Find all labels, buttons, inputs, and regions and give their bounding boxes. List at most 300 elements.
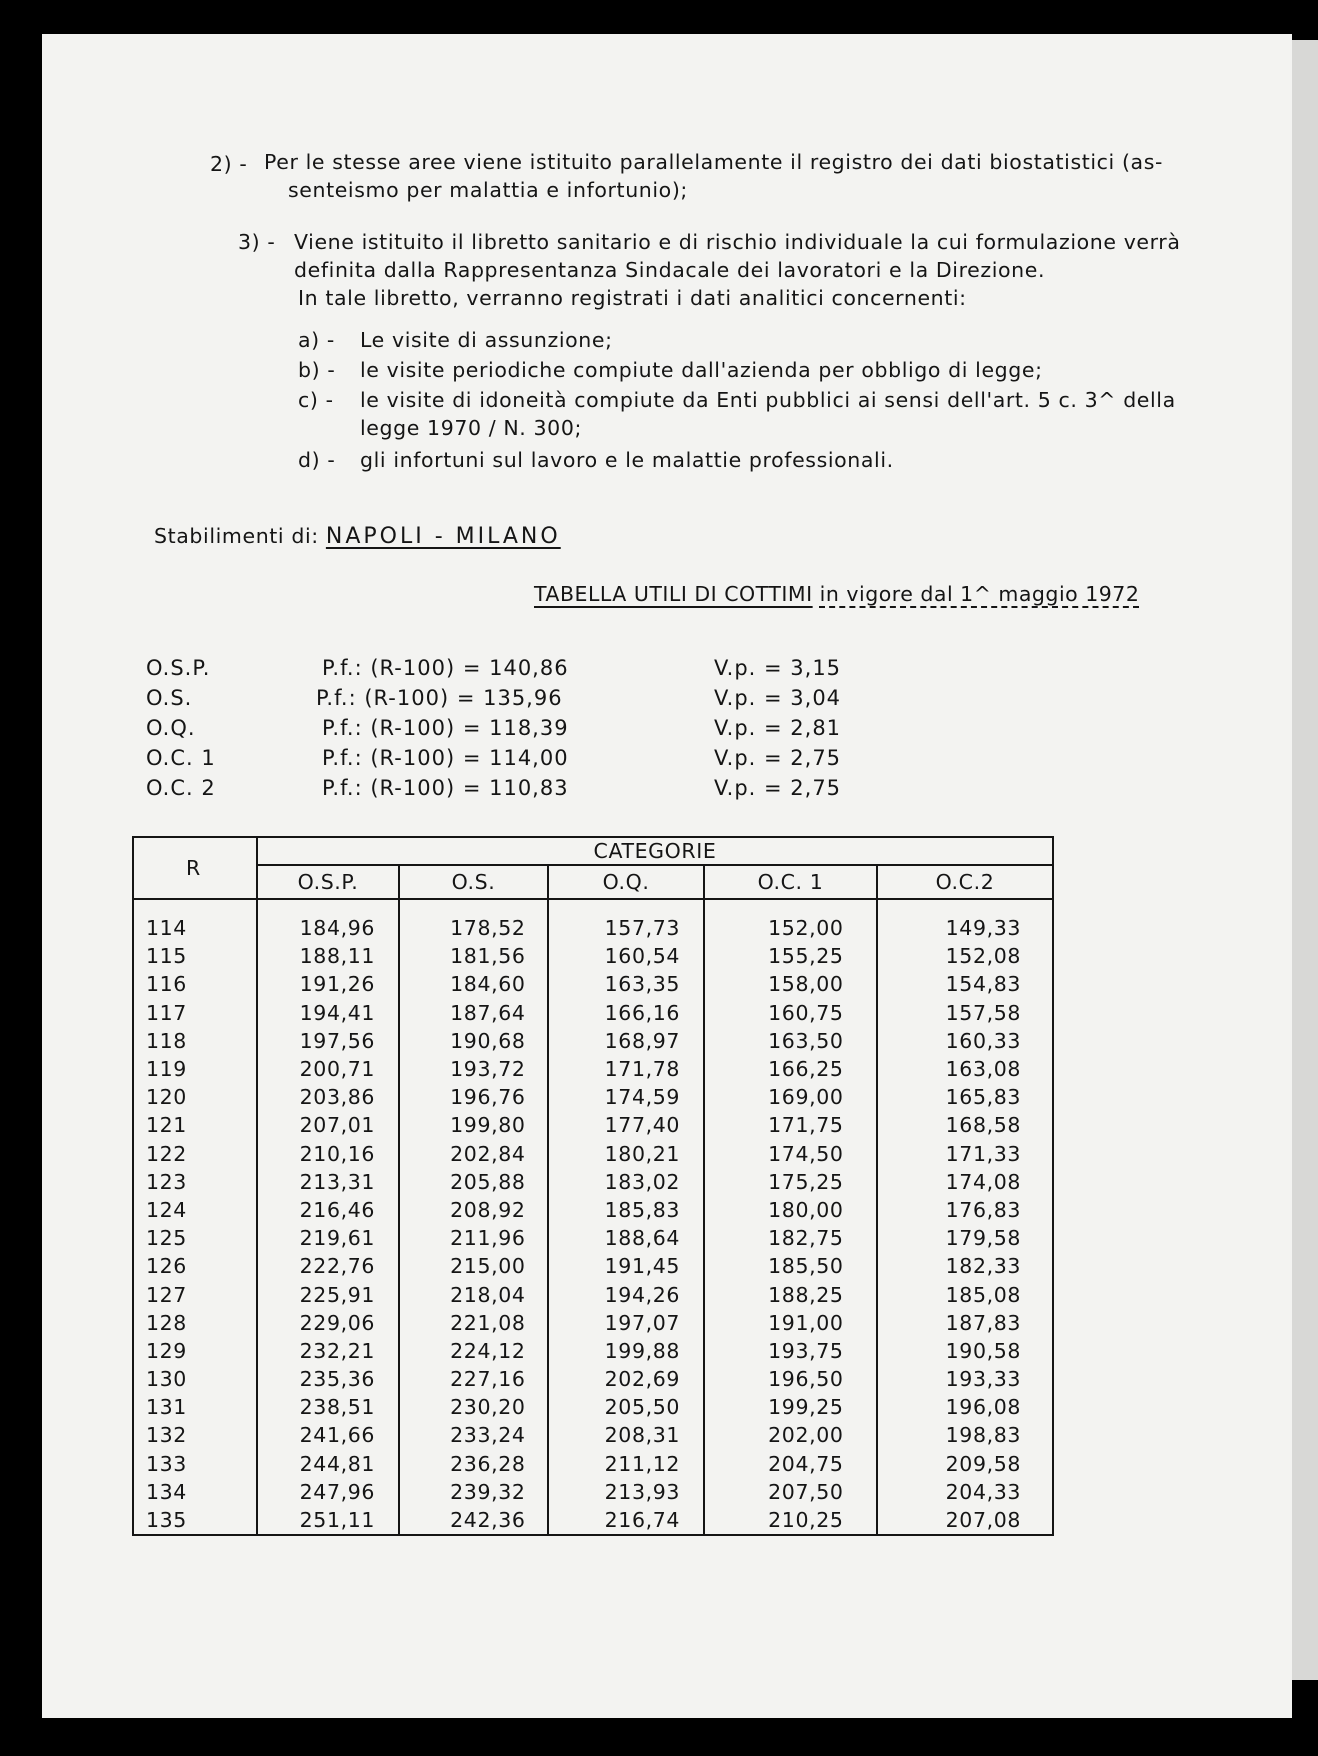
row-r-value: 131: [133, 1393, 257, 1421]
table-row: [133, 1111, 1053, 1139]
cell-value: [704, 1224, 877, 1252]
cell-value: [548, 1027, 704, 1055]
cell-number: 187,83: [945, 1310, 1021, 1335]
cell-number: 221,08: [450, 1310, 526, 1335]
cell-value: [257, 999, 399, 1027]
cell-number: 181,56: [450, 944, 526, 969]
table-row: [133, 1083, 1053, 1111]
scan-edge-light: [1292, 40, 1318, 1680]
cell-number: 233,24: [450, 1423, 526, 1448]
cell-number: 224,12: [450, 1338, 526, 1363]
row-r-value: 114: [133, 899, 257, 942]
cell-value: [704, 1393, 877, 1421]
cell-number: 174,08: [945, 1169, 1021, 1194]
cell-value: [704, 1365, 877, 1393]
cell-number: 180,00: [768, 1197, 844, 1222]
cell-value: [257, 1196, 399, 1224]
cell-number: 188,11: [299, 944, 375, 969]
cell-value: [704, 1421, 877, 1449]
table-row: [133, 1421, 1053, 1449]
cell-value: [548, 1393, 704, 1421]
table-title-main: TABELLA UTILI DI COTTIMI: [534, 582, 813, 606]
table-body: [133, 899, 1053, 1535]
cell-value: [877, 1393, 1053, 1421]
item-3-text: Viene istituito il libretto sanitario e di rischio individuale la cui formulazione verrà: [294, 230, 1181, 254]
subitem-b-text: le visite periodiche compiute dall'azienda per obbligo di legge;: [360, 358, 1043, 382]
cell-value: [548, 1309, 704, 1337]
cell-value: [877, 1450, 1053, 1478]
cell-value: [877, 899, 1053, 942]
cell-number: 242,36: [450, 1508, 526, 1533]
cell-value: [704, 1450, 877, 1478]
cell-value: [877, 1478, 1053, 1506]
cell-value: [548, 970, 704, 998]
cell-number: 197,07: [604, 1310, 680, 1335]
cell-number: 202,00: [768, 1423, 844, 1448]
row-r-value: 116: [133, 970, 257, 998]
cell-number: 239,32: [450, 1479, 526, 1504]
cell-number: 205,88: [450, 1169, 526, 1194]
cell-value: [399, 1055, 548, 1083]
cell-number: 176,83: [945, 1197, 1021, 1222]
cell-value: [704, 970, 877, 998]
cell-value: [399, 1140, 548, 1168]
cell-value: [877, 1224, 1053, 1252]
cell-value: [257, 1027, 399, 1055]
cell-value: [704, 899, 877, 942]
row-r-value: 134: [133, 1478, 257, 1506]
cell-value: [704, 1252, 877, 1280]
cell-number: 183,02: [604, 1169, 680, 1194]
cell-value: [877, 942, 1053, 970]
cell-number: 215,00: [450, 1254, 526, 1279]
cell-value: [548, 1280, 704, 1308]
cell-number: 207,01: [299, 1113, 375, 1138]
col-header-oc1: O.C. 1: [704, 865, 877, 899]
table-row: [133, 1055, 1053, 1083]
cell-number: 244,81: [299, 1451, 375, 1476]
cell-value: [399, 1421, 548, 1449]
cell-number: 197,56: [299, 1028, 375, 1053]
row-r-value: 118: [133, 1027, 257, 1055]
cell-number: 209,58: [945, 1451, 1021, 1476]
cell-value: [704, 1027, 877, 1055]
cell-value: [704, 1111, 877, 1139]
table-row: [133, 1280, 1053, 1308]
cell-value: [704, 1280, 877, 1308]
cell-number: 208,31: [604, 1423, 680, 1448]
cell-number: 184,60: [450, 972, 526, 997]
cell-value: [704, 1055, 877, 1083]
cell-number: 199,25: [768, 1395, 844, 1420]
cell-number: 168,58: [945, 1113, 1021, 1138]
cell-value: [399, 999, 548, 1027]
table-row: [133, 1168, 1053, 1196]
subitem-c-number: c) -: [298, 388, 334, 412]
rate-vp: V.p. = 2,75: [714, 776, 842, 800]
plants-cities: NAPOLI - MILANO: [325, 524, 561, 549]
cell-number: 193,75: [768, 1338, 844, 1363]
cell-number: 225,91: [299, 1282, 375, 1307]
cell-value: [548, 1450, 704, 1478]
cell-value: [257, 1393, 399, 1421]
cottimi-table: [132, 836, 1054, 1536]
cell-number: 236,28: [450, 1451, 526, 1476]
cell-number: 241,66: [299, 1423, 375, 1448]
table-title-validity: in vigore dal 1^ maggio 1972: [819, 582, 1140, 606]
cell-value: [877, 999, 1053, 1027]
cell-value: [257, 1450, 399, 1478]
cell-number: 200,71: [299, 1057, 375, 1082]
cell-number: 165,83: [945, 1085, 1021, 1110]
cell-number: 188,64: [604, 1226, 680, 1251]
cell-value: [704, 942, 877, 970]
cell-value: [548, 942, 704, 970]
row-r-value: 127: [133, 1280, 257, 1308]
item-2-text-cont: senteismo per malattia e infortunio);: [288, 178, 688, 202]
row-r-value: 119: [133, 1055, 257, 1083]
cell-number: 204,75: [768, 1451, 844, 1476]
cell-value: [704, 1337, 877, 1365]
cell-number: 193,72: [450, 1057, 526, 1082]
table-row: [133, 942, 1053, 970]
cell-value: [877, 1140, 1053, 1168]
col-header-r: R: [133, 837, 257, 899]
cell-number: 154,83: [945, 972, 1021, 997]
row-r-value: 120: [133, 1083, 257, 1111]
cell-number: 171,78: [604, 1057, 680, 1082]
cell-number: 160,33: [945, 1028, 1021, 1053]
cell-value: [877, 1252, 1053, 1280]
cell-value: [257, 1365, 399, 1393]
cell-number: 155,25: [768, 944, 844, 969]
row-r-value: 115: [133, 942, 257, 970]
cell-number: 168,97: [604, 1028, 680, 1053]
cell-number: 213,93: [604, 1479, 680, 1504]
item-3-text-cont2: In tale libretto, verranno registrati i dati analitici concernenti:: [298, 286, 967, 310]
cell-value: [399, 1309, 548, 1337]
cell-value: [548, 1055, 704, 1083]
cell-value: [877, 1280, 1053, 1308]
rate-category: O.S.P.: [146, 656, 211, 680]
cell-value: [877, 1309, 1053, 1337]
cell-number: 174,50: [768, 1141, 844, 1166]
cell-value: [399, 1450, 548, 1478]
cell-number: 210,16: [299, 1141, 375, 1166]
row-r-value: 121: [133, 1111, 257, 1139]
item-3-number: 3) -: [238, 230, 276, 254]
cell-value: [877, 1168, 1053, 1196]
cell-number: 160,54: [604, 944, 680, 969]
cell-value: [257, 1506, 399, 1535]
cell-number: 179,58: [945, 1226, 1021, 1251]
cell-value: [548, 1083, 704, 1111]
cell-number: 177,40: [604, 1113, 680, 1138]
cell-number: 196,76: [450, 1085, 526, 1110]
cell-number: 196,08: [945, 1395, 1021, 1420]
subitem-d-text: gli infortuni sul lavoro e le malattie professionali.: [360, 448, 894, 472]
cell-value: [399, 1252, 548, 1280]
cell-number: 194,41: [299, 1000, 375, 1025]
cell-value: [877, 1111, 1053, 1139]
cell-value: [257, 1280, 399, 1308]
rate-category: O.Q.: [146, 716, 196, 740]
cell-number: 188,25: [768, 1282, 844, 1307]
rate-vp: V.p. = 3,04: [714, 686, 842, 710]
cell-value: [399, 942, 548, 970]
table-row: [133, 1450, 1053, 1478]
cell-number: 211,96: [450, 1226, 526, 1251]
table-row: [133, 1252, 1053, 1280]
table-row: [133, 1196, 1053, 1224]
col-header-categories: CATEGORIE: [257, 837, 1053, 865]
cell-value: [399, 1478, 548, 1506]
cell-number: 218,04: [450, 1282, 526, 1307]
cell-number: 235,36: [299, 1367, 375, 1392]
rate-category: O.S.: [146, 686, 193, 710]
cell-number: 199,88: [604, 1338, 680, 1363]
cell-number: 190,68: [450, 1028, 526, 1053]
cell-value: [399, 1168, 548, 1196]
cell-number: 247,96: [299, 1479, 375, 1504]
cell-number: 174,59: [604, 1085, 680, 1110]
cell-number: 163,08: [945, 1057, 1021, 1082]
cell-value: [877, 1337, 1053, 1365]
row-r-value: 126: [133, 1252, 257, 1280]
row-r-value: 135: [133, 1506, 257, 1535]
cell-value: [877, 970, 1053, 998]
cell-value: [257, 1111, 399, 1139]
plants-prefix: Stabilimenti di:: [154, 524, 319, 548]
col-header-osp: O.S.P.: [257, 865, 399, 899]
cell-value: [399, 1337, 548, 1365]
item-3-text-cont: definita dalla Rappresentanza Sindacale dei lavoratori e la Direzione.: [294, 258, 1046, 282]
cell-number: 210,25: [768, 1508, 844, 1533]
cell-number: 207,50: [768, 1479, 844, 1504]
cell-number: 157,58: [945, 1000, 1021, 1025]
cell-value: [399, 970, 548, 998]
cell-number: 199,80: [450, 1113, 526, 1138]
cell-value: [257, 1309, 399, 1337]
row-r-value: 130: [133, 1365, 257, 1393]
cell-number: 171,33: [945, 1141, 1021, 1166]
cell-number: 169,00: [768, 1085, 844, 1110]
cell-value: [257, 1252, 399, 1280]
row-r-value: 125: [133, 1224, 257, 1252]
col-header-os: O.S.: [399, 865, 548, 899]
cell-value: [877, 1421, 1053, 1449]
cell-number: 184,96: [299, 916, 375, 941]
subitem-d-number: d) -: [298, 448, 336, 472]
cell-value: [399, 1196, 548, 1224]
cell-number: 204,33: [945, 1479, 1021, 1504]
cell-value: [399, 1027, 548, 1055]
cell-value: [548, 1365, 704, 1393]
cell-value: [257, 1055, 399, 1083]
cell-number: 160,75: [768, 1000, 844, 1025]
subitem-c-text: le visite di idoneità compiute da Enti pubblici ai sensi dell'art. 5 c. 3^ della: [360, 388, 1176, 412]
cell-number: 229,06: [299, 1310, 375, 1335]
cell-value: [257, 1168, 399, 1196]
table-row: [133, 1027, 1053, 1055]
cell-value: [548, 1168, 704, 1196]
table-row: [133, 1478, 1053, 1506]
subitem-b-number: b) -: [298, 358, 336, 382]
table-row: [133, 1365, 1053, 1393]
cell-value: [399, 1111, 548, 1139]
cell-number: 238,51: [299, 1395, 375, 1420]
cell-value: [399, 1506, 548, 1535]
cell-number: 182,75: [768, 1226, 844, 1251]
cell-number: 194,26: [604, 1282, 680, 1307]
cell-number: 191,26: [299, 972, 375, 997]
cell-number: 207,08: [945, 1508, 1021, 1533]
cell-value: [704, 1083, 877, 1111]
cell-value: [877, 1365, 1053, 1393]
cell-number: 232,21: [299, 1338, 375, 1363]
cell-value: [704, 1140, 877, 1168]
cell-number: 216,74: [604, 1508, 680, 1533]
cell-number: 163,50: [768, 1028, 844, 1053]
cell-value: [399, 1365, 548, 1393]
cell-number: 185,83: [604, 1197, 680, 1222]
table-row: [133, 1309, 1053, 1337]
cell-value: [704, 1506, 877, 1535]
cell-number: 222,76: [299, 1254, 375, 1279]
cell-value: [548, 999, 704, 1027]
rate-vp: V.p. = 3,15: [714, 656, 842, 680]
table-row: [133, 1506, 1053, 1535]
subitem-c-text-cont: legge 1970 / N. 300;: [360, 416, 582, 440]
cell-value: [548, 1140, 704, 1168]
cell-value: [257, 899, 399, 942]
cell-number: 198,83: [945, 1423, 1021, 1448]
item-2-text: Per le stesse aree viene istituito parallelamente il registro dei dati biostatistici (as-: [264, 150, 1163, 174]
cell-number: 182,33: [945, 1254, 1021, 1279]
rate-formula: P.f.: (R-100) = 110,83: [322, 776, 569, 800]
col-header-oc2: O.C.2: [877, 865, 1053, 899]
cell-number: 190,58: [945, 1338, 1021, 1363]
table-row: [133, 899, 1053, 942]
row-r-value: 122: [133, 1140, 257, 1168]
cell-number: 216,46: [299, 1197, 375, 1222]
cell-value: [548, 1224, 704, 1252]
cell-number: 178,52: [450, 916, 526, 941]
cell-value: [399, 1224, 548, 1252]
cell-value: [548, 1252, 704, 1280]
cell-number: 196,50: [768, 1367, 844, 1392]
cell-number: 158,00: [768, 972, 844, 997]
subitem-a-text: Le visite di assunzione;: [360, 328, 613, 352]
rate-formula: P.f.: (R-100) = 135,96: [316, 686, 563, 710]
rate-category: O.C. 2: [146, 776, 216, 800]
cell-number: 219,61: [299, 1226, 375, 1251]
cell-number: 251,11: [299, 1508, 375, 1533]
cell-value: [548, 1478, 704, 1506]
row-r-value: 133: [133, 1450, 257, 1478]
cell-value: [399, 899, 548, 942]
table-row: [133, 1337, 1053, 1365]
cell-number: 175,25: [768, 1169, 844, 1194]
table-row: [133, 970, 1053, 998]
cell-value: [257, 1337, 399, 1365]
cell-number: 149,33: [945, 916, 1021, 941]
cell-number: 211,12: [604, 1451, 680, 1476]
item-2-number: 2) -: [210, 152, 248, 176]
cell-number: 171,75: [768, 1113, 844, 1138]
cell-value: [548, 1111, 704, 1139]
plants-heading: [154, 524, 561, 549]
table-row: [133, 1224, 1053, 1252]
cell-number: 227,16: [450, 1367, 526, 1392]
cell-value: [877, 1027, 1053, 1055]
row-r-value: 117: [133, 999, 257, 1027]
rate-formula: P.f.: (R-100) = 114,00: [322, 746, 569, 770]
cell-number: 185,50: [768, 1254, 844, 1279]
cell-value: [877, 1083, 1053, 1111]
cell-number: 180,21: [604, 1141, 680, 1166]
cell-number: 185,08: [945, 1282, 1021, 1307]
row-r-value: 129: [133, 1337, 257, 1365]
col-header-oq: O.Q.: [548, 865, 704, 899]
cell-value: [257, 1140, 399, 1168]
cell-value: [704, 1309, 877, 1337]
cell-value: [399, 1393, 548, 1421]
cell-number: 202,69: [604, 1367, 680, 1392]
rate-formula: P.f.: (R-100) = 140,86: [322, 656, 569, 680]
table-row: [133, 1393, 1053, 1421]
cell-number: 193,33: [945, 1367, 1021, 1392]
cell-value: [704, 1196, 877, 1224]
table-title: [534, 582, 1139, 606]
cell-value: [877, 1055, 1053, 1083]
row-r-value: 128: [133, 1309, 257, 1337]
cell-number: 203,86: [299, 1085, 375, 1110]
cell-value: [257, 970, 399, 998]
cell-value: [704, 1168, 877, 1196]
cell-number: 166,16: [604, 1000, 680, 1025]
table-row: [133, 999, 1053, 1027]
rate-formula: P.f.: (R-100) = 118,39: [322, 716, 569, 740]
cell-number: 205,50: [604, 1395, 680, 1420]
cell-value: [548, 1506, 704, 1535]
cell-number: 152,08: [945, 944, 1021, 969]
cell-number: 191,45: [604, 1254, 680, 1279]
cell-value: [704, 1478, 877, 1506]
document-page: [42, 34, 1292, 1718]
cell-value: [257, 1478, 399, 1506]
cell-value: [877, 1196, 1053, 1224]
cell-value: [399, 1280, 548, 1308]
rate-category: O.C. 1: [146, 746, 216, 770]
cell-value: [399, 1083, 548, 1111]
cell-number: 187,64: [450, 1000, 526, 1025]
cell-value: [257, 942, 399, 970]
cell-number: 191,00: [768, 1310, 844, 1335]
cell-number: 163,35: [604, 972, 680, 997]
cell-number: 230,20: [450, 1395, 526, 1420]
subitem-a-number: a) -: [298, 328, 335, 352]
cell-value: [257, 1224, 399, 1252]
cell-number: 202,84: [450, 1141, 526, 1166]
cell-number: 208,92: [450, 1197, 526, 1222]
cell-number: 166,25: [768, 1057, 844, 1082]
cell-value: [548, 1196, 704, 1224]
row-r-value: 124: [133, 1196, 257, 1224]
cell-number: 157,73: [604, 916, 680, 941]
cell-value: [548, 1337, 704, 1365]
cell-number: 213,31: [299, 1169, 375, 1194]
